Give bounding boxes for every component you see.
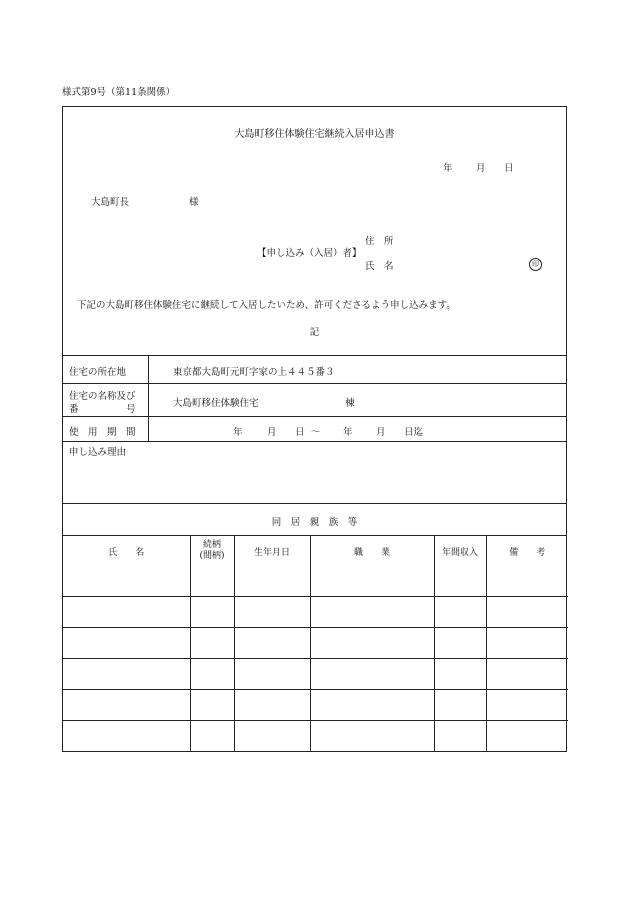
location-label: 住宅の所在地: [69, 367, 127, 378]
family-cell-notes[interactable]: [486, 721, 568, 752]
family-row: [63, 628, 568, 659]
family-cell-occupation[interactable]: [310, 628, 434, 659]
family-cell-birthdate[interactable]: [234, 566, 310, 597]
family-cell-birthdate[interactable]: [234, 690, 310, 721]
col-name: 氏 名: [63, 536, 190, 566]
request-text: 下記の大島町移住体験住宅に継続して入居したいため、許可くださるよう申し込みます。: [77, 300, 456, 311]
application-form: [62, 106, 567, 752]
housing-name-row: [63, 384, 566, 417]
family-cell-birthdate[interactable]: [234, 597, 310, 628]
col-relation-line2: (間柄): [199, 551, 225, 561]
family-cell-occupation[interactable]: [310, 566, 434, 597]
reason-row[interactable]: [63, 442, 566, 504]
date-year[interactable]: 年: [443, 163, 453, 174]
reason-label: 申し込み理由: [69, 447, 127, 458]
family-cell-name[interactable]: [63, 628, 190, 659]
seal-mark: 印: [529, 258, 542, 271]
family-cell-relation[interactable]: [190, 597, 234, 628]
family-row: [63, 566, 568, 597]
family-row: [63, 659, 568, 690]
location-value[interactable]: 東京都大島町元町字家の上４４５番３: [173, 367, 335, 378]
family-cell-relation[interactable]: [190, 721, 234, 752]
housing-name-value[interactable]: 大島町移住体験住宅: [173, 398, 259, 409]
period-row: [63, 417, 566, 442]
address-label: 住 所: [365, 236, 394, 247]
housing-label-cell: [63, 384, 149, 416]
family-cell-birthdate[interactable]: [234, 721, 310, 752]
col-relation-line1: 続柄: [202, 540, 221, 550]
period-end-month[interactable]: 月: [376, 427, 386, 438]
family-cell-birthdate[interactable]: [234, 628, 310, 659]
period-label: 使 用 期 間: [69, 427, 136, 438]
family-cell-income[interactable]: [434, 597, 486, 628]
family-cell-relation[interactable]: [190, 690, 234, 721]
family-cell-notes[interactable]: [486, 628, 568, 659]
family-rows: [63, 566, 568, 751]
period-label-cell: [63, 417, 149, 441]
housing-unit[interactable]: 棟: [345, 398, 355, 409]
form-number: 様式第9号（第11条関係）: [62, 87, 176, 98]
family-cell-notes[interactable]: [486, 597, 568, 628]
family-cell-birthdate[interactable]: [234, 659, 310, 690]
family-cell-notes[interactable]: [486, 690, 568, 721]
family-cell-name[interactable]: [63, 721, 190, 752]
family-row: [63, 597, 568, 628]
family-cell-relation[interactable]: [190, 628, 234, 659]
addressee-honorific: 様: [189, 197, 199, 208]
family-cell-name[interactable]: [63, 566, 190, 597]
ki-label: 記: [309, 327, 320, 338]
family-cell-income[interactable]: [434, 659, 486, 690]
family-row: [63, 721, 568, 752]
period-start-month[interactable]: 月: [267, 427, 277, 438]
family-cell-occupation[interactable]: [310, 721, 434, 752]
family-header-row: [63, 536, 568, 566]
family-cell-occupation[interactable]: [310, 690, 434, 721]
family-cell-income[interactable]: [434, 690, 486, 721]
location-row: [63, 356, 566, 384]
housing-label-line1: 住宅の名称及び: [69, 391, 136, 402]
family-cell-occupation[interactable]: [310, 597, 434, 628]
family-row: [63, 690, 568, 721]
family-cell-income[interactable]: [434, 628, 486, 659]
applicant-role: 【申し込み（入居）者】: [257, 248, 362, 259]
family-cell-relation[interactable]: [190, 659, 234, 690]
col-notes: 備 考: [486, 536, 568, 566]
col-occupation: 職 業: [310, 536, 434, 566]
family-cell-occupation[interactable]: [310, 659, 434, 690]
period-start-day[interactable]: 日: [295, 427, 305, 438]
family-table: [63, 536, 568, 751]
col-relation: [190, 536, 234, 566]
date-day[interactable]: 日: [504, 163, 514, 174]
seal-icon: [529, 258, 542, 271]
family-cell-notes[interactable]: [486, 566, 568, 597]
location-label-cell: [63, 356, 149, 383]
family-cell-name[interactable]: [63, 597, 190, 628]
family-section-row: [63, 504, 566, 536]
period-end-day[interactable]: 日迄: [404, 427, 424, 438]
col-birthdate: 生年月日: [234, 536, 310, 566]
family-cell-notes[interactable]: [486, 659, 568, 690]
addressee-name: 大島町長: [91, 197, 130, 208]
housing-label-line2: 番 号: [69, 404, 136, 415]
period-end-year[interactable]: 年: [343, 427, 353, 438]
family-cell-income[interactable]: [434, 566, 486, 597]
name-label: 氏 名: [365, 261, 394, 272]
family-cell-name[interactable]: [63, 659, 190, 690]
date-month[interactable]: 月: [476, 163, 486, 174]
form-header: [63, 107, 566, 356]
family-section-title: 同 居 親 族 等: [271, 517, 358, 528]
period-tilde: ～: [311, 427, 321, 438]
form-title: 大島町移住体験住宅継続入居申込書: [234, 129, 395, 140]
family-cell-income[interactable]: [434, 721, 486, 752]
family-cell-name[interactable]: [63, 690, 190, 721]
period-start-year[interactable]: 年: [233, 427, 243, 438]
family-cell-relation[interactable]: [190, 566, 234, 597]
col-income: 年間収入: [434, 536, 486, 566]
